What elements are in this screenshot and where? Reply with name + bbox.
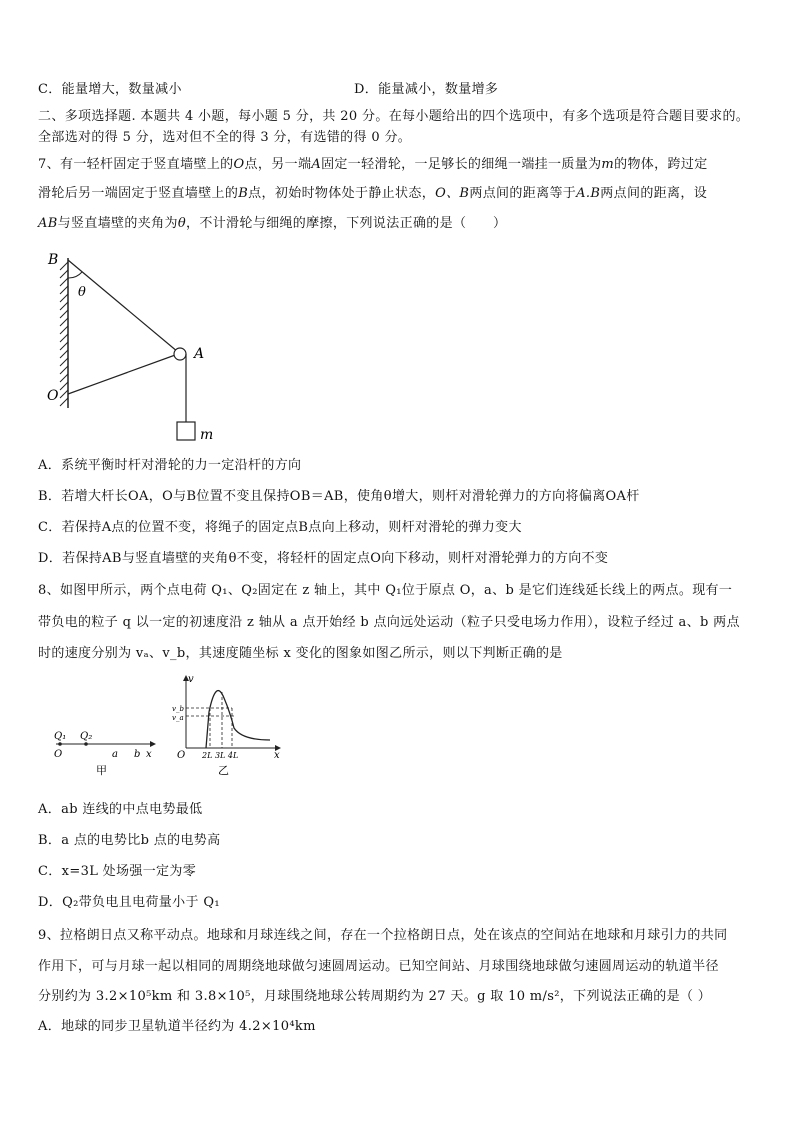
q7-figure xyxy=(44,248,234,448)
axis-arrow xyxy=(150,741,156,747)
q7-text: 点，另一端 xyxy=(244,157,312,172)
q8-option-c: C．x=3L 处场强一定为零 xyxy=(38,864,197,879)
q7-text: 与竖直墙壁的夹角为 xyxy=(57,216,178,231)
q6-option-c-row xyxy=(38,80,756,100)
q7-text: 两点间的距离，设 xyxy=(600,186,708,201)
pulley xyxy=(174,348,186,360)
label-v: v xyxy=(188,674,194,685)
section2-header-line2: 全部选对的得 5 分，选对但不全的得 3 分，有选错的得 0 分。 xyxy=(38,130,412,145)
label-o: O xyxy=(47,388,59,404)
q7-var-m: m xyxy=(601,157,615,172)
label-b: B xyxy=(48,252,59,268)
q8-option-b: B．a 点的电势比b 点的电势高 xyxy=(38,833,221,848)
caption-yi: 乙 xyxy=(218,764,229,777)
mass-block xyxy=(177,422,195,440)
rope-ba xyxy=(68,260,178,352)
velocity-curve xyxy=(206,691,270,748)
q8-option-d: D．Q₂带负电且电荷量小于 Q₁ xyxy=(38,895,220,910)
label-a: A xyxy=(194,346,205,362)
q8-stem-line2: 带负电的粒子 q 以一定的初速度沿 z 轴从 a 点开始经 b 点向远处运动（粒子只受电场力作用），设粒子经过 a、b 两点 xyxy=(38,615,740,630)
q8-option-a: A．ab 连线的中点电势最低 xyxy=(38,802,203,817)
q2-dot xyxy=(84,742,88,746)
theta-arc xyxy=(68,272,82,278)
label-o: O xyxy=(177,750,186,761)
q7-text: 7、有一轻杆固定于竖直墙壁上的 xyxy=(38,157,234,172)
q7-stem-line2 xyxy=(38,184,756,204)
q7-option-d: D．若保持AB与竖直墙壁的夹角θ不变，将轻杆的固定点O向下移动，则杆对滑轮弹力的方向不变 xyxy=(38,551,609,566)
label-q2: Q₂ xyxy=(80,731,93,742)
q7-stem-line1 xyxy=(38,155,756,175)
q7-text: ，不计滑轮与细绳的摩擦，下列说法正确的是（ ） xyxy=(186,216,507,231)
q7-option-a: A．系统平衡时杆对滑轮的力一定沿杆的方向 xyxy=(38,458,302,473)
q7-stem-line3 xyxy=(38,214,756,234)
section2-header-line1: 二、多项选择题. 本题共 4 小题，每小题 5 分，共 20 分。在每小题给出的四个选项中，有多个选项是符合题目要求的。 xyxy=(38,109,750,124)
label-q1: Q₁ xyxy=(54,731,67,742)
label-x: x xyxy=(274,750,280,761)
q8-figure-jia xyxy=(50,726,162,778)
q6-option-d: D．能量减小，数量增多 xyxy=(354,82,499,97)
label-o: O xyxy=(54,749,63,760)
q8-stem-line1: 8、如图甲所示，两个点电荷 Q₁、Q₂固定在 z 轴上，其中 Q₁位于原点 O，a、b 是它们连线延长线上的两点。现有一 xyxy=(38,583,733,598)
q1-dot xyxy=(58,742,62,746)
q8-stem-line3: 时的速度分别为 vₐ、v_b，其速度随坐标 x 变化的图象如图乙所示，则以下判断正确的是 xyxy=(38,646,563,661)
label-x: x xyxy=(146,749,152,760)
label-m: m xyxy=(200,427,214,443)
q7-var-theta: θ xyxy=(177,216,186,231)
label-ticks: 2L 3L 4L xyxy=(202,751,239,760)
q7-var-b: B xyxy=(238,186,249,201)
q7-option-c: C．若保持A点的位置不变，将绳子的固定点B点向上移动，则杆对滑轮的弹力变大 xyxy=(38,520,522,535)
label-b: b xyxy=(134,749,141,760)
label-a: a xyxy=(112,749,118,760)
q7-text: 滑轮后另一端固定于竖直墙壁上的 xyxy=(38,186,239,201)
q7-var-o: O xyxy=(233,157,245,172)
q7-var-ab: AB xyxy=(38,216,58,231)
q7-text: 点，初始时物体处于静止状态， xyxy=(248,186,436,201)
q9-stem-line2: 作用下，可与月球一起以相同的周期绕地球做匀速圆周运动。已知空间站、月球围绕地球做匀速圆周运动的轨道半径 xyxy=(38,959,719,974)
q6-option-c: C．能量增大，数量减小 xyxy=(38,82,182,97)
q9-stem-line3: 分别约为 3.2×10⁵km 和 3.8×10⁵，月球围绕地球公转周期约为 27 天。g 取 10 m/s²，下列说法正确的是（ ） xyxy=(38,989,712,1004)
caption-jia: 甲 xyxy=(96,764,107,777)
wall-hatch xyxy=(60,258,68,408)
q9-option-a: A．地球的同步卫星轨道半径约为 4.2×10⁴km xyxy=(38,1019,316,1034)
label-vb: v_b xyxy=(172,705,184,713)
q8-figure-yi xyxy=(172,672,288,778)
q7-var-ab: A.B xyxy=(576,186,601,201)
q7-text: 固定一轻滑轮，一足够长的细绳一端挂一质量为 xyxy=(321,157,602,172)
q7-var-a: A xyxy=(311,157,322,172)
label-va: v_a xyxy=(172,714,184,722)
q7-text: 的物体，跨过定 xyxy=(614,157,708,172)
q7-var-ob: O、B xyxy=(435,186,470,201)
rod-oa xyxy=(68,354,178,394)
q7-option-b: B．若增大杆长OA，O与B位置不变且保持OB＝AB，使角θ增大，则杆对滑轮弹力的方向将偏离OA杆 xyxy=(38,489,640,504)
q9-stem-line1: 9、拉格朗日点又称平动点。地球和月球连线之间，存在一个拉格朗日点，处在该点的空间站在地球和月球引力的共同 xyxy=(38,928,728,943)
label-theta: θ xyxy=(78,285,86,300)
q7-text: 两点间的距离等于 xyxy=(469,186,577,201)
